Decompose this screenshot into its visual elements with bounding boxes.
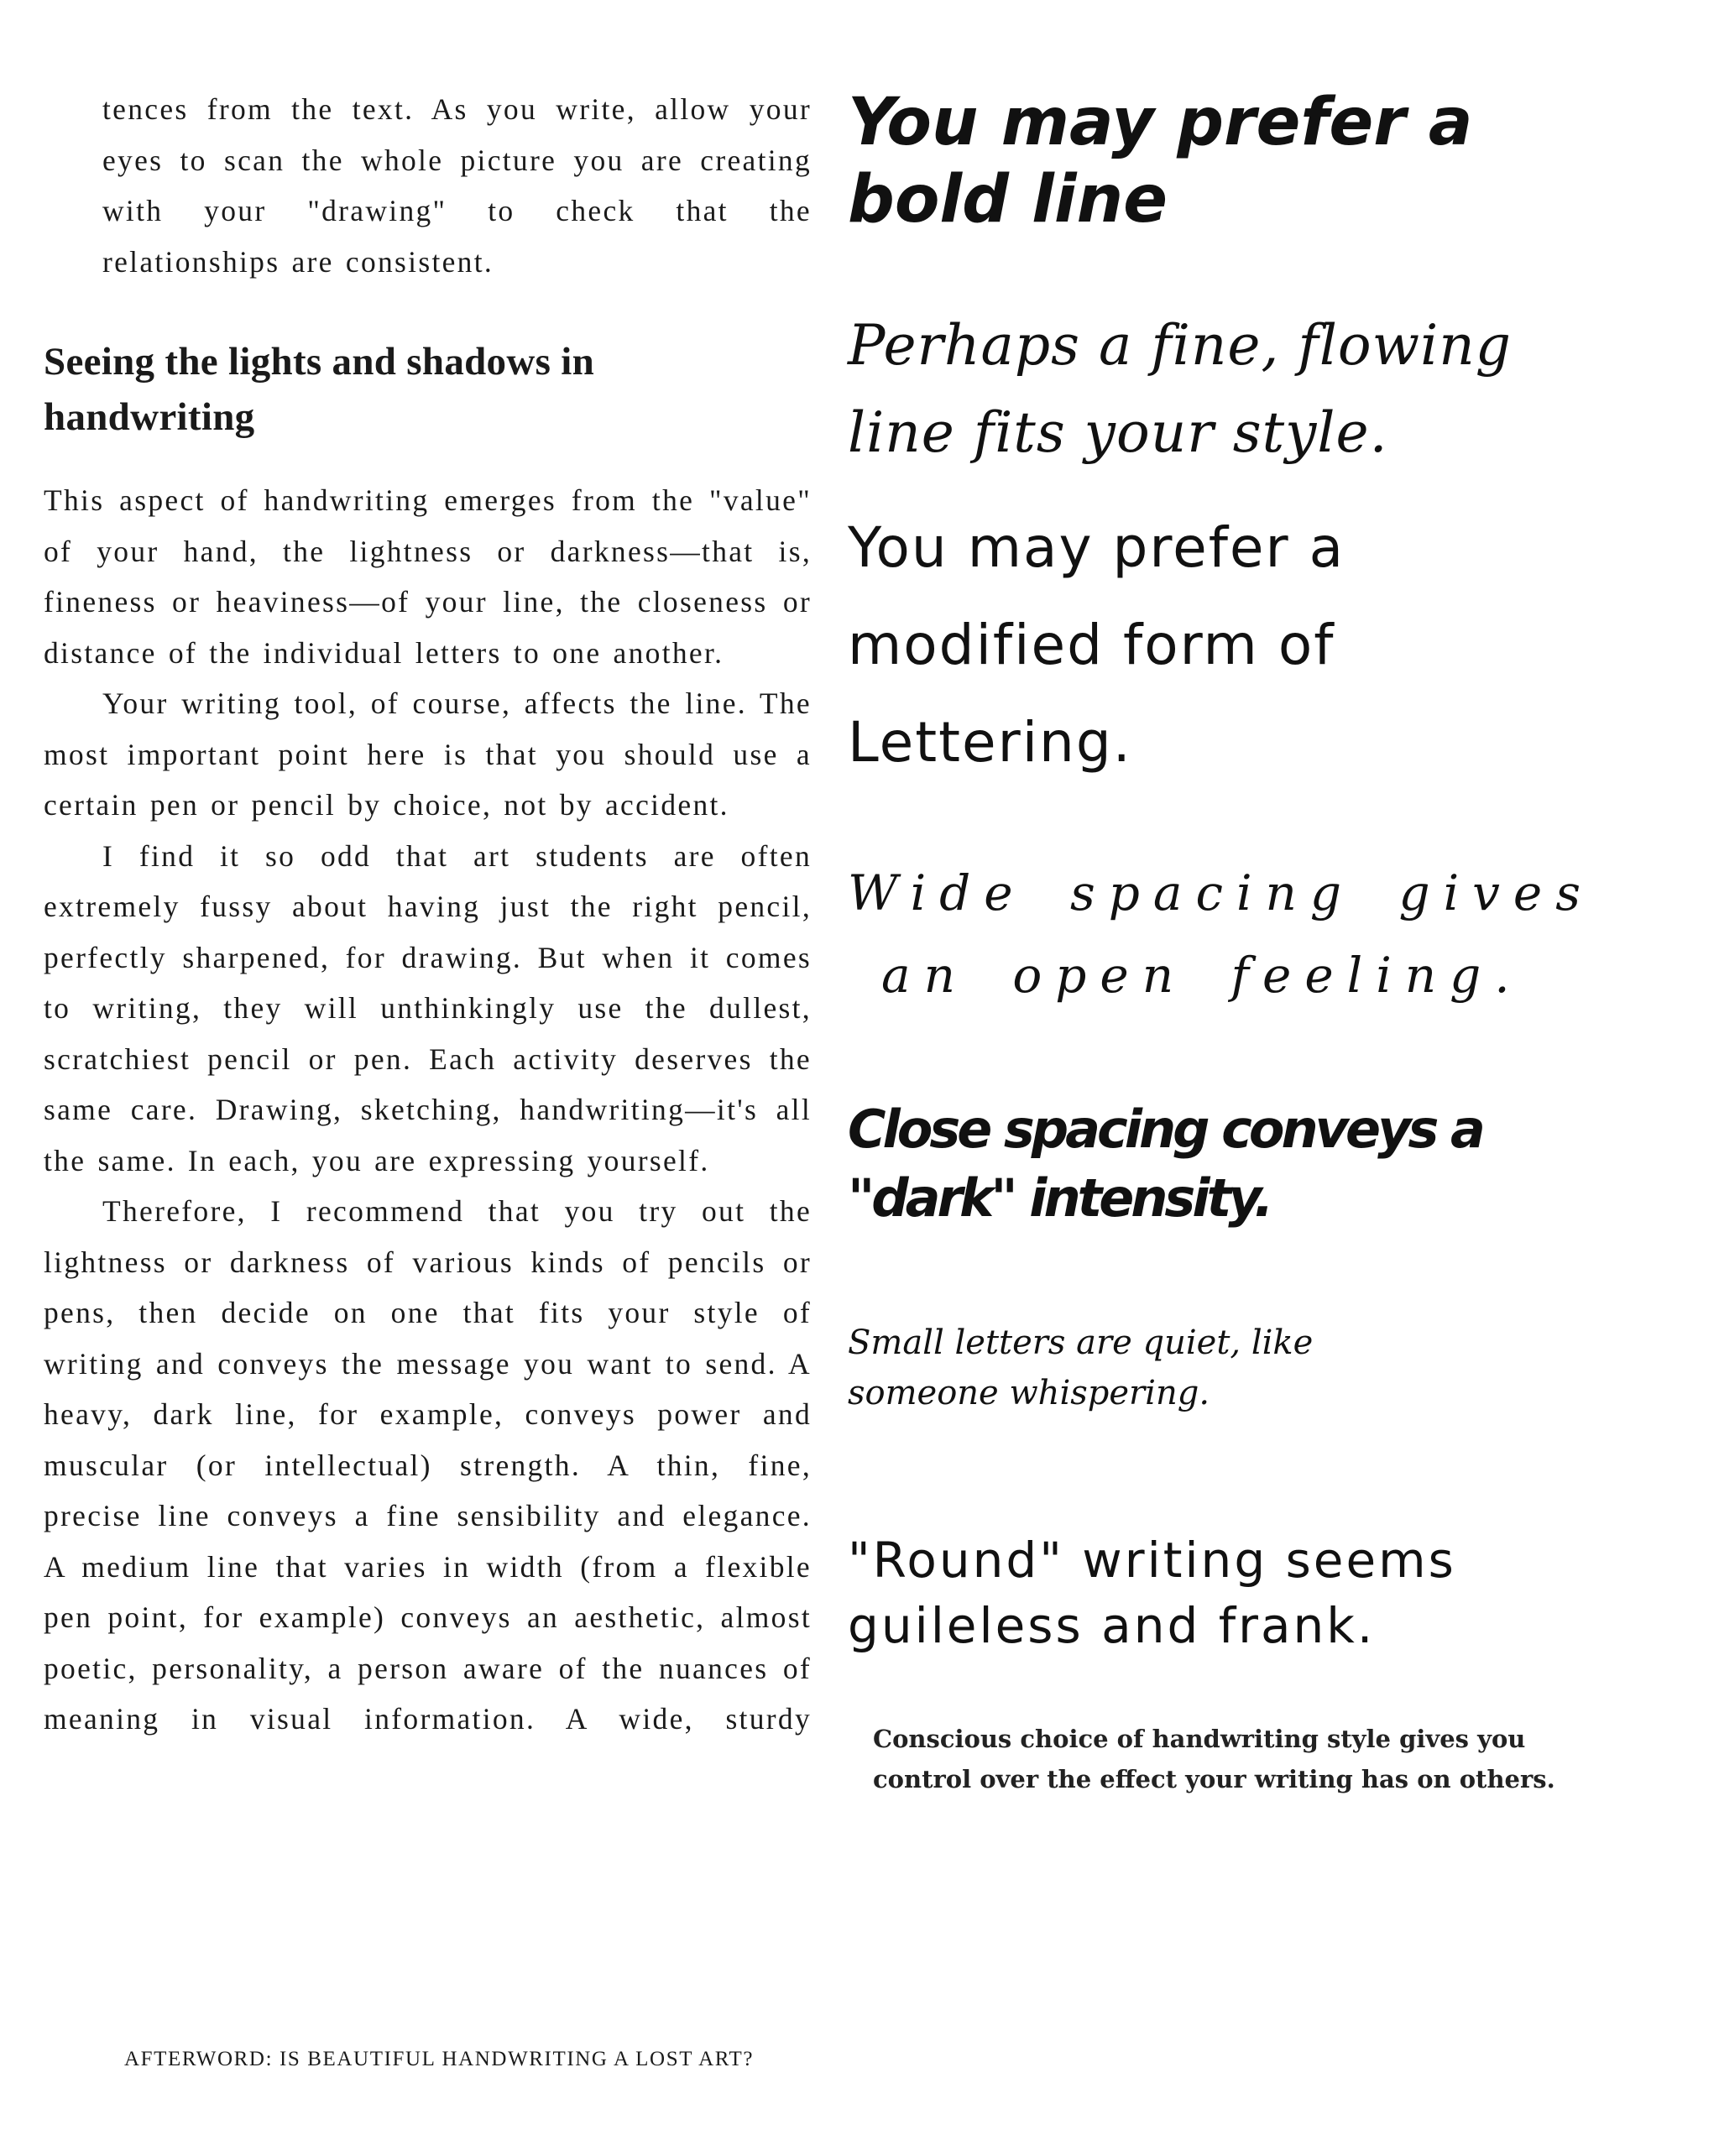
paragraph-recommendation: Therefore, I recommend that you try out the lightness or darkness of various kinds of pencils or pens, then decide on one that fits your style of writing and conveys the message you want to send. A heavy, dark line, for example, conveys power and muscular (or intellectual) strength. A thin, fine, precise line conveys a fine sensibility and elegance. A medium line that varies in width (from a flexible pen point, for example) conveys an aesthetic, almost poetic, personality, a person aware of the nuances of meaning in visual information. A wide, sturdy (44, 1194, 812, 1736)
sample-wide-spacing: Wide spacing gives an open feeling. (848, 864, 1594, 1004)
figure-caption: Conscious choice of handwriting style gives you control over the effect your writing has on others. (873, 1725, 1555, 1793)
running-footer: AFTERWORD: IS BEAUTIFUL HANDWRITING A LOST ART? (124, 2048, 755, 2070)
sample-round-writing: "Round" writing seems guileless and frank. (848, 1532, 1456, 1654)
paragraph-value-of-hand: This aspect of handwriting emerges from the "value" of your hand, the lightness or darkness—that is, fineness or heaviness—of your line, the closeness or distance of the individual letters to one another. (44, 483, 812, 670)
handwriting-samples (848, 67, 1704, 1813)
main-text-column (44, 84, 812, 1745)
section-heading: Seeing the lights and shadows in handwriting (44, 340, 595, 439)
sample-fine-flowing-line: Perhaps a fine, flowing line fits your style. (848, 313, 1513, 465)
sample-modified-lettering: You may prefer a modified form of Lettering. (848, 515, 1345, 775)
sample-small-letters: Small letters are quiet, like someone whispering. (848, 1323, 1314, 1412)
paragraph-continuation: tences from the text. As you write, allow your eyes to scan the whole picture you are creating with your "drawing" to check that the relationships are consistent. (102, 92, 812, 279)
paragraph-writing-tool: Your writing tool, of course, affects the line. The most important point here is that you should use a certain pen or pencil by choice, not by accident. (44, 686, 812, 822)
sample-close-spacing: Close spacing conveys a "dark" intensity. (848, 1099, 1482, 1229)
paragraph-art-students: I find it so odd that art students are often extremely fussy about having just the right pencil, perfectly sharpened, for drawing. But when it comes to writing, they will unthinkingly use the dullest, scratchiest pencil or pen. Each activity deserves the same care. Drawing, sketching, handwriting—it's all the same. In each, you are expressing yourself. (44, 838, 812, 1177)
sample-bold-line: You may prefer a bold line (848, 85, 1473, 238)
